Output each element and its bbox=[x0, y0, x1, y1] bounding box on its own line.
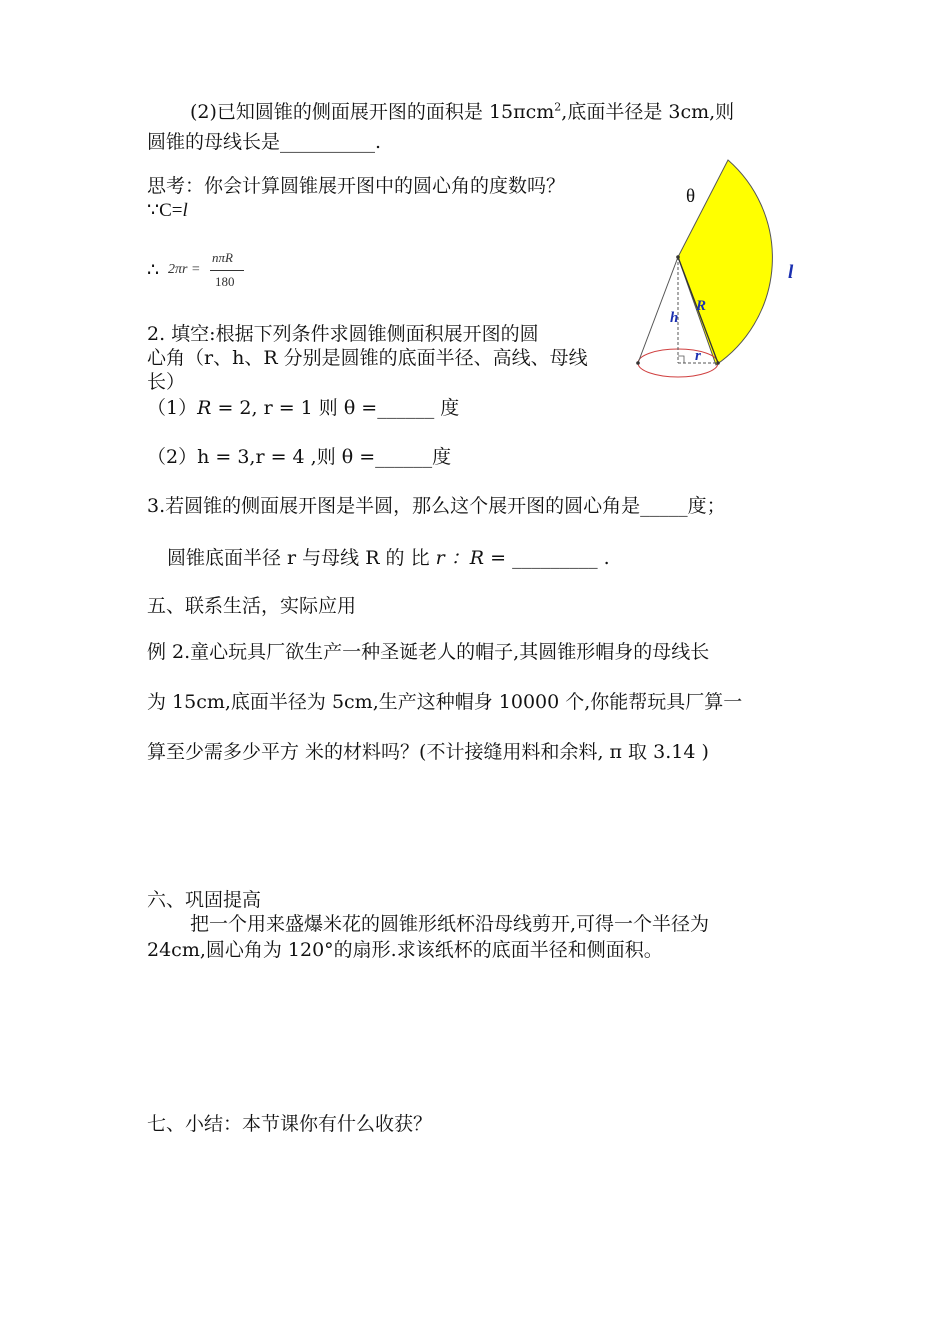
fill-item-2: （2）h = 3,r = 4 ,则 θ =______度 bbox=[147, 446, 452, 468]
cone-net-diagram bbox=[630, 155, 810, 385]
h-label: h bbox=[670, 310, 679, 326]
R-label: R bbox=[696, 298, 707, 314]
fill-title-line3: 长） bbox=[147, 371, 186, 393]
right-angle-mark bbox=[678, 356, 684, 363]
formula-numerator: nπR bbox=[212, 250, 233, 265]
fraction-bar bbox=[210, 270, 244, 271]
fill-title-line2: 心角（r、h、R 分别是圆锥的底面半径、高线、母线 bbox=[147, 347, 588, 369]
theta-label: θ bbox=[686, 186, 696, 207]
q3-line1: 3.若圆锥的侧面展开图是半圆，那么这个展开图的圆心角是_____度； bbox=[147, 495, 726, 517]
fill-title-line1: 2. 填空:根据下列条件求圆锥侧面积展开图的圆 bbox=[147, 323, 539, 345]
fill-item-1: （1）R = 2, r = 1 则 θ =______ 度 bbox=[147, 397, 460, 419]
think-title: 思考：你会计算圆锥展开图中的圆心角的度数吗？ bbox=[147, 175, 566, 197]
section6-title: 六、巩固提高 bbox=[147, 889, 262, 911]
section6-line1: 把一个用来盛爆米花的圆锥形纸杯沿母线剪开,可得一个半径为 bbox=[190, 913, 710, 935]
r-label: r bbox=[695, 348, 701, 364]
base-point-right bbox=[716, 361, 720, 365]
base-point-left bbox=[636, 361, 640, 365]
q2-line1: (2)已知圆锥的侧面展开图的面积是 15πcm$^2$,底面半径是 3cm,则 bbox=[190, 100, 735, 123]
example2-line2: 为 15cm,底面半径为 5cm,生产这种帽身 10000 个,你能帮玩具厂算一 bbox=[147, 691, 743, 713]
q2-superscript: 2 bbox=[554, 100, 562, 114]
section5-title: 五、联系生活，实际应用 bbox=[147, 595, 357, 617]
example2-line1: 例 2.童心玩具厂欲生产一种圣诞老人的帽子,其圆锥形帽身的母线长 bbox=[147, 641, 710, 663]
l-label: l bbox=[788, 262, 794, 283]
section6-line2: 24cm,圆心角为 120°的扇形.求该纸杯的底面半径和侧面积。 bbox=[147, 939, 663, 961]
because-line: ∵C=l bbox=[147, 200, 188, 221]
example2-line3: 算至少需多少平方 米的材料吗？(不计接缝用料和余料, π 取 3.14 ) bbox=[147, 741, 709, 763]
formula-lhs: 2πr = bbox=[168, 262, 201, 277]
therefore-symbol: ∴ bbox=[147, 259, 160, 281]
apex-point bbox=[676, 255, 680, 259]
q2-line2: 圆锥的母线长是__________. bbox=[147, 131, 382, 153]
q3-line2: 圆锥底面半径 r 与母线 R 的 比 r ：R = _________ . bbox=[167, 547, 610, 569]
section7-title: 七、小结：本节课你有什么收获？ bbox=[147, 1113, 433, 1135]
formula-denominator: 180 bbox=[215, 274, 235, 289]
